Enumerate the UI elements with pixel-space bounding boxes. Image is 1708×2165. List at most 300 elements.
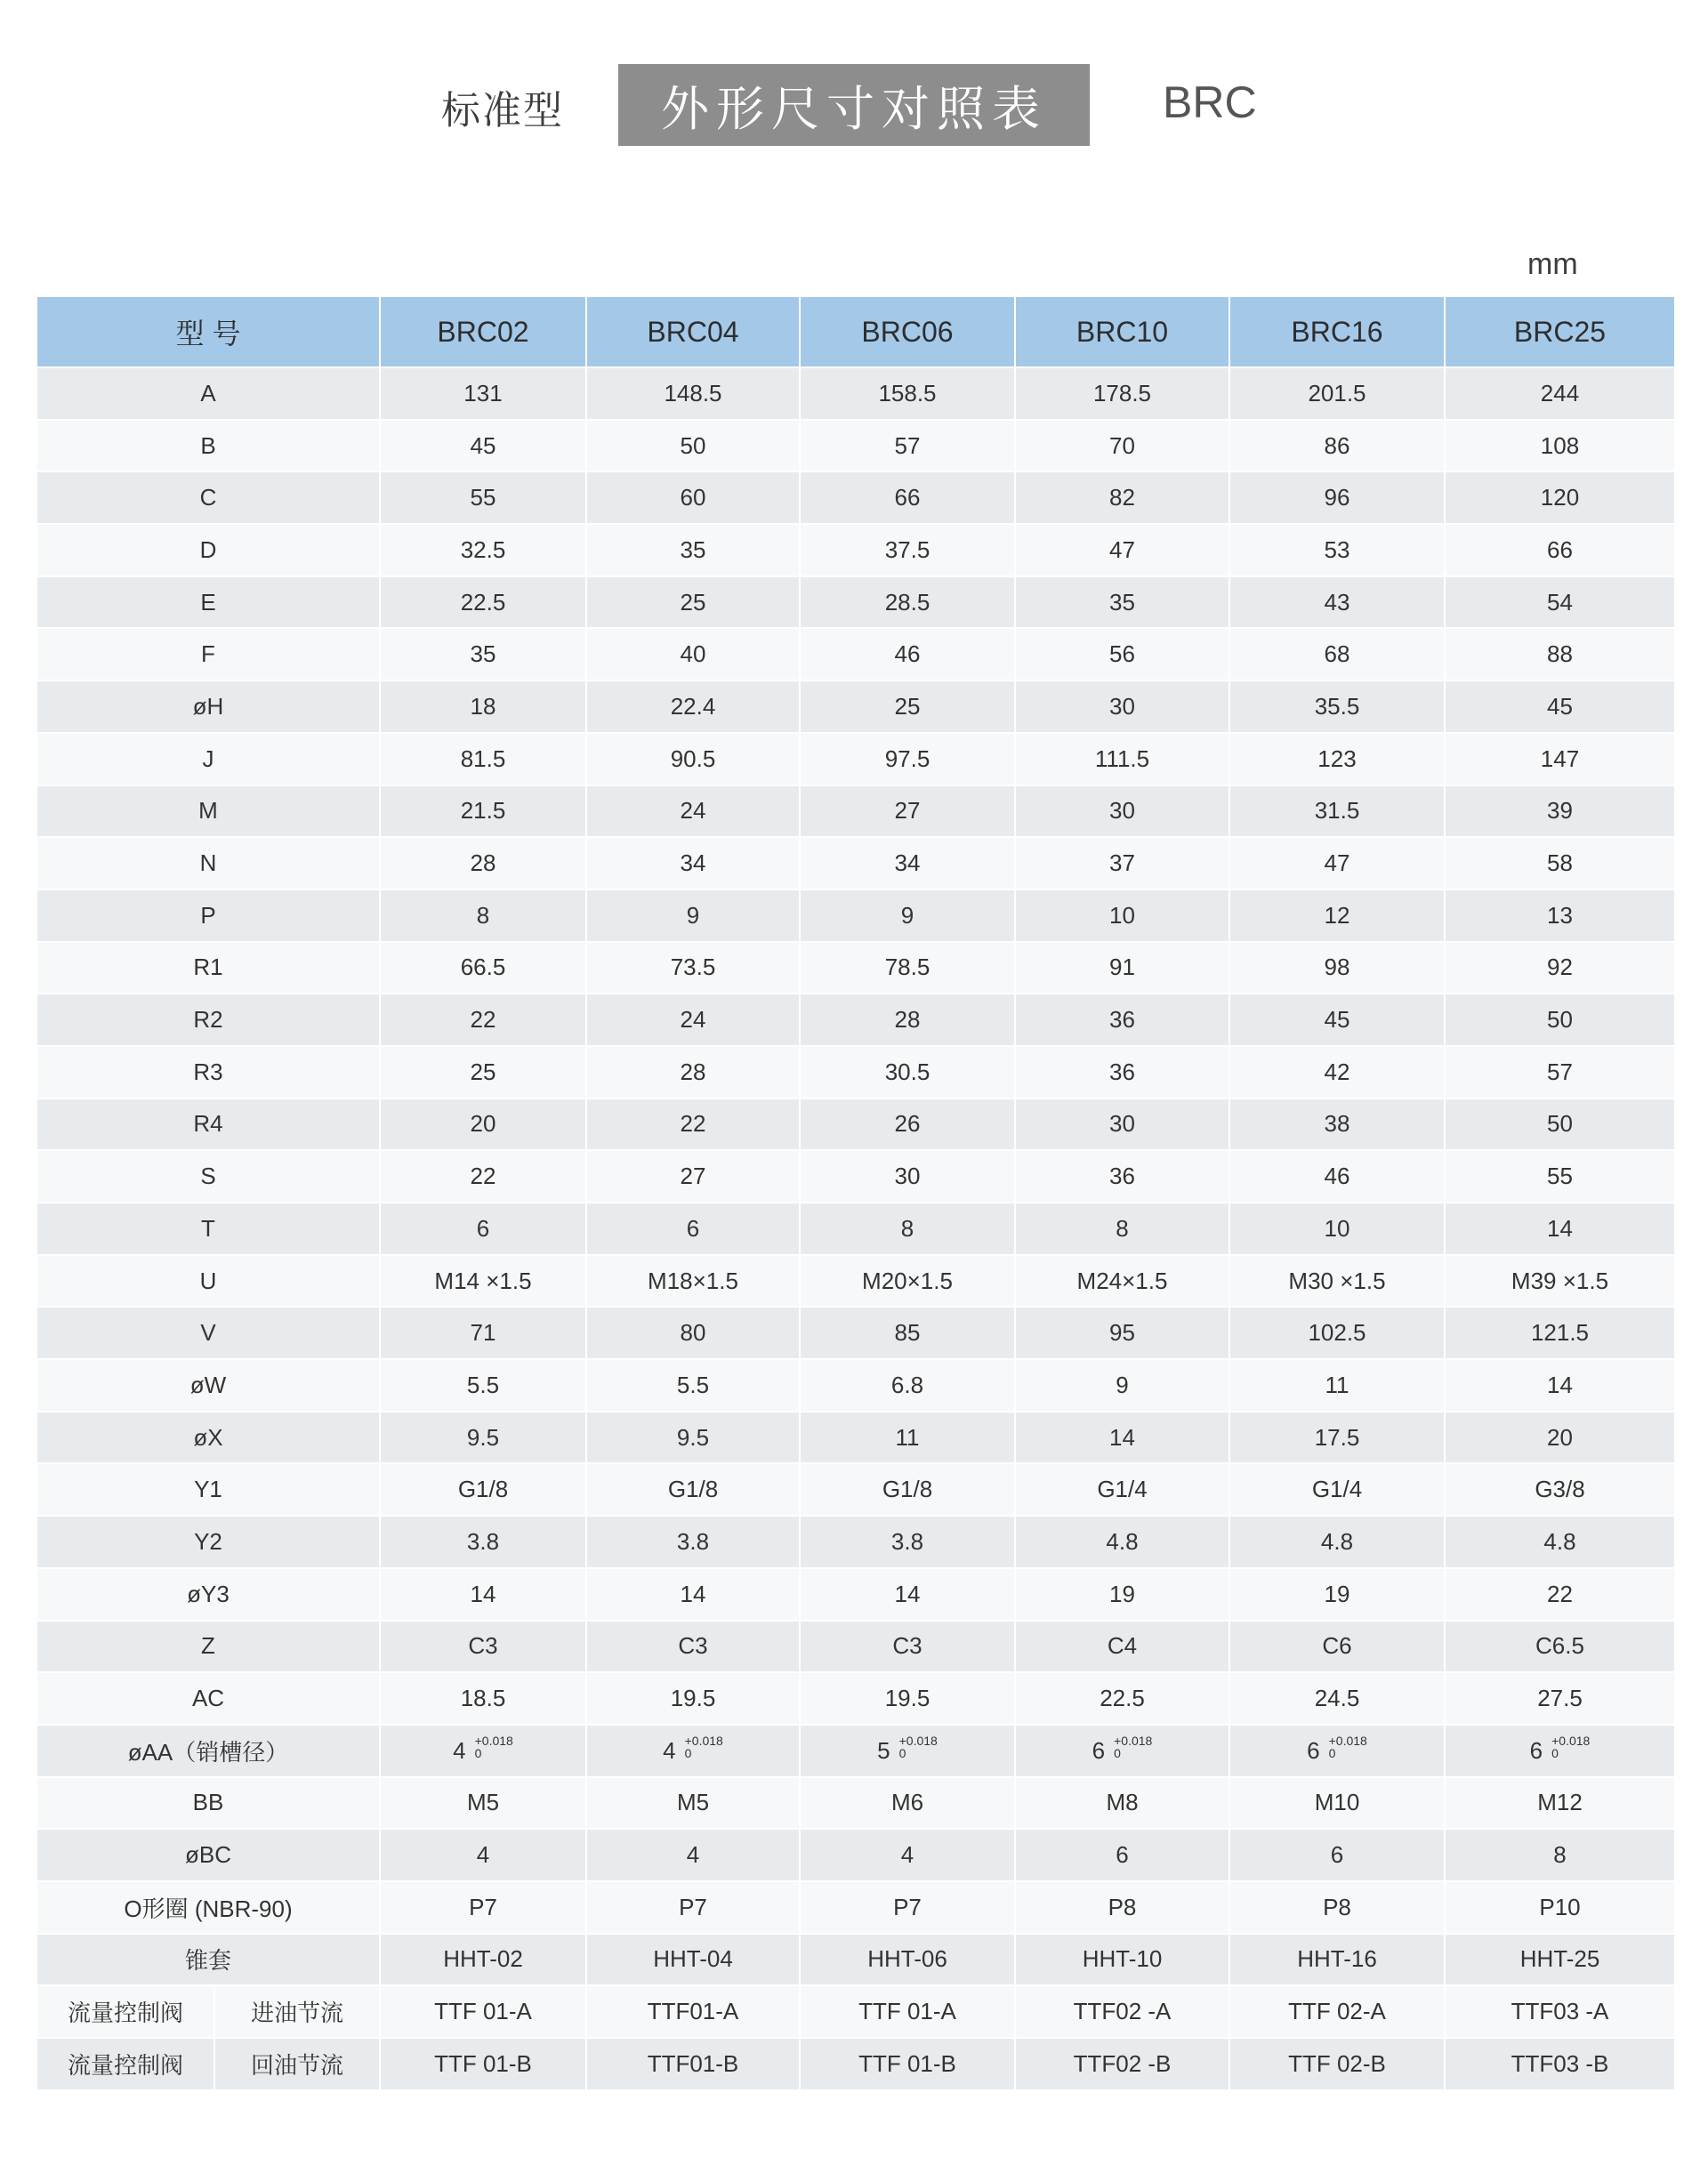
row-label: Y2 (37, 1515, 381, 1567)
table-cell: 4 (801, 1828, 1016, 1880)
table-cell: G1/8 (381, 1462, 587, 1515)
row-label: J (37, 732, 381, 785)
table-cell: 22.4 (587, 680, 801, 732)
tolerance (1329, 1734, 1367, 1759)
model-header: BRC16 (1230, 297, 1446, 366)
table-cell: 50 (587, 419, 801, 471)
table-row (37, 993, 1674, 1045)
table-cell: 14 (801, 1567, 1016, 1620)
table-row (37, 366, 1674, 419)
table-cell: 50 (1446, 993, 1674, 1045)
table-cell: C3 (801, 1620, 1016, 1672)
row-label: R1 (37, 941, 381, 994)
table-row (37, 1933, 1674, 1985)
table-cell: 95 (1016, 1306, 1230, 1358)
table-cell: C4 (1016, 1620, 1230, 1672)
table-cell: 4 (587, 1828, 801, 1880)
table-row (37, 1358, 1674, 1411)
table-row (37, 1880, 1674, 1933)
table-cell: 5.5 (587, 1358, 801, 1411)
table-cell: 10 (1016, 889, 1230, 941)
table-cell: 22 (381, 993, 587, 1045)
flow-group-label: 流量控制阀 (37, 2039, 215, 2089)
tolerance-lower: 0 (1114, 1745, 1121, 1760)
table-row (37, 1620, 1674, 1672)
table-cell: 92 (1446, 941, 1674, 994)
table-cell: 14 (1446, 1202, 1674, 1254)
table-cell: TTF 01-B (801, 2037, 1016, 2089)
table-cell: 50 (1446, 1098, 1674, 1150)
table-cell: 6.8 (801, 1358, 1016, 1411)
tolerance-lower: 0 (1551, 1745, 1559, 1760)
table-cell: 35 (587, 523, 801, 575)
table-cell: 60 (587, 471, 801, 523)
table-cell: 111.5 (1016, 732, 1230, 785)
flow-label-cell (37, 1984, 381, 2037)
table-cell: 20 (381, 1098, 587, 1150)
table-cell: M5 (381, 1776, 587, 1829)
table-row (37, 575, 1674, 628)
table-row (37, 1098, 1674, 1150)
table-cell: 22 (1446, 1567, 1674, 1620)
table-cell (1446, 1724, 1674, 1776)
table-cell: 53 (1230, 523, 1446, 575)
row-label: F (37, 627, 381, 680)
table-cell: HHT-16 (1230, 1933, 1446, 1985)
table-cell: 14 (1446, 1358, 1674, 1411)
table-cell: G1/4 (1016, 1462, 1230, 1515)
table-cell: G1/8 (801, 1462, 1016, 1515)
table-cell: 108 (1446, 419, 1674, 471)
table-cell: 22.5 (1016, 1671, 1230, 1724)
table-row (37, 1306, 1674, 1358)
row-label: E (37, 575, 381, 628)
table-cell: 178.5 (1016, 366, 1230, 419)
table-cell: TTF 02-A (1230, 1984, 1446, 2037)
row-label: R2 (37, 993, 381, 1045)
page-title: 外形尺寸对照表 (618, 64, 1090, 146)
table-cell: 56 (1016, 627, 1230, 680)
table-cell: 27 (587, 1149, 801, 1202)
table-cell: 30.5 (801, 1045, 1016, 1098)
table-cell: 96 (1230, 471, 1446, 523)
table-cell: 26 (801, 1098, 1016, 1150)
table-cell: 8 (381, 889, 587, 941)
table-cell (801, 1724, 1016, 1776)
table-cell: 18 (381, 680, 587, 732)
table-cell: 66 (801, 471, 1016, 523)
table-cell: 4.8 (1446, 1515, 1674, 1567)
table-cell: 24 (587, 785, 801, 837)
tolerance-lower: 0 (1328, 1745, 1336, 1760)
table-row (37, 1828, 1674, 1880)
table-cell: 4 (381, 1828, 587, 1880)
row-label: Z (37, 1620, 381, 1672)
table-cell: 24 (587, 993, 801, 1045)
tolerance-upper: +0.018 (1551, 1733, 1591, 1748)
table-cell: 25 (801, 680, 1016, 732)
table-cell: 3.8 (587, 1515, 801, 1567)
table-cell: 32.5 (381, 523, 587, 575)
flow-group-label: 流量控制阀 (37, 1986, 215, 2037)
table-cell: 3.8 (381, 1515, 587, 1567)
table-cell: 68 (1230, 627, 1446, 680)
tolerance-upper: +0.018 (898, 1733, 938, 1748)
row-label: C (37, 471, 381, 523)
table-cell: 6 (381, 1202, 587, 1254)
table-cell: 98 (1230, 941, 1446, 994)
table-row (37, 785, 1674, 837)
table-cell: 42 (1230, 1045, 1446, 1098)
table-cell: 131 (381, 366, 587, 419)
row-label: øX (37, 1411, 381, 1463)
table-cell: M12 (1446, 1776, 1674, 1829)
table-cell: P7 (801, 1880, 1016, 1933)
table-cell: 40 (587, 627, 801, 680)
table-row (37, 1776, 1674, 1829)
table-row (37, 1045, 1674, 1098)
table-cell: P7 (587, 1880, 801, 1933)
table-cell: 86 (1230, 419, 1446, 471)
table-cell: 9 (587, 889, 801, 941)
table-cell: 47 (1016, 523, 1230, 575)
table-cell: 14 (587, 1567, 801, 1620)
table-cell: 4.8 (1016, 1515, 1230, 1567)
nominal-value: 4 (453, 1736, 466, 1764)
table-cell: P8 (1016, 1880, 1230, 1933)
table-cell: 9.5 (587, 1411, 801, 1463)
table-cell: TTF03 -B (1446, 2037, 1674, 2089)
tolerance-lower: 0 (898, 1745, 906, 1760)
table-row (37, 889, 1674, 941)
table-cell: HHT-02 (381, 1933, 587, 1985)
table-cell: 11 (1230, 1358, 1446, 1411)
table-cell: HHT-04 (587, 1933, 801, 1985)
row-label: B (37, 419, 381, 471)
table-cell: G3/8 (1446, 1462, 1674, 1515)
table-cell: 4.8 (1230, 1515, 1446, 1567)
table-cell: P7 (381, 1880, 587, 1933)
table-cell: M18×1.5 (587, 1254, 801, 1307)
table-cell: 28 (381, 836, 587, 889)
table-cell: 121.5 (1446, 1306, 1674, 1358)
table-cell: 34 (587, 836, 801, 889)
table-cell: 57 (801, 419, 1016, 471)
table-row (37, 680, 1674, 732)
tolerance (1114, 1734, 1152, 1759)
table-cell: G1/4 (1230, 1462, 1446, 1515)
row-label: AC (37, 1671, 381, 1724)
row-label: R4 (37, 1098, 381, 1150)
dimension-table (37, 297, 1674, 2089)
table-cell: 21.5 (381, 785, 587, 837)
page-header (0, 64, 1708, 146)
table-cell: 17.5 (1230, 1411, 1446, 1463)
table-cell: P8 (1230, 1880, 1446, 1933)
table-row (37, 523, 1674, 575)
table-cell: HHT-06 (801, 1933, 1016, 1985)
tolerance-upper: +0.018 (474, 1733, 513, 1748)
table-cell: 25 (587, 575, 801, 628)
table-row (37, 1411, 1674, 1463)
flow-label-cell (37, 2037, 381, 2089)
table-cell: C6 (1230, 1620, 1446, 1672)
table-row (37, 941, 1674, 994)
table-cell: 27 (801, 785, 1016, 837)
table-cell: G1/8 (587, 1462, 801, 1515)
table-cell: 57 (1446, 1045, 1674, 1098)
table-row (37, 836, 1674, 889)
row-label: A (37, 366, 381, 419)
table-cell: 30 (1016, 680, 1230, 732)
table-cell: 66 (1446, 523, 1674, 575)
table-cell: 55 (1446, 1149, 1674, 1202)
table-cell: M20×1.5 (801, 1254, 1016, 1307)
table-cell: 34 (801, 836, 1016, 889)
table-cell: 28 (587, 1045, 801, 1098)
table-cell (381, 1724, 587, 1776)
table-cell: 36 (1016, 993, 1230, 1045)
table-cell: 9 (1016, 1358, 1230, 1411)
table-cell: M5 (587, 1776, 801, 1829)
table-cell: 158.5 (801, 366, 1016, 419)
model-header: BRC10 (1016, 297, 1230, 366)
table-cell: 19 (1230, 1567, 1446, 1620)
table-row (37, 1724, 1674, 1776)
row-label: R3 (37, 1045, 381, 1098)
row-label: øAA（销槽径） (37, 1724, 381, 1776)
table-cell: 47 (1230, 836, 1446, 889)
table-cell: 38 (1230, 1098, 1446, 1150)
table-cell: 19 (1016, 1567, 1230, 1620)
nominal-value: 6 (1529, 1736, 1543, 1764)
table-cell: M14 ×1.5 (381, 1254, 587, 1307)
table-cell: 19.5 (587, 1671, 801, 1724)
table-cell: 85 (801, 1306, 1016, 1358)
table-cell: 9 (801, 889, 1016, 941)
table-cell: 123 (1230, 732, 1446, 785)
row-label: U (37, 1254, 381, 1307)
table-cell: 6 (587, 1202, 801, 1254)
table-cell: M24×1.5 (1016, 1254, 1230, 1307)
table-cell: 18.5 (381, 1671, 587, 1724)
tolerance-upper: +0.018 (684, 1733, 723, 1748)
table-row (37, 1671, 1674, 1724)
row-label: D (37, 523, 381, 575)
table-cell: 3.8 (801, 1515, 1016, 1567)
table-cell: 45 (381, 419, 587, 471)
table-cell: 22.5 (381, 575, 587, 628)
model-header: BRC06 (801, 297, 1016, 366)
table-cell: 8 (1446, 1828, 1674, 1880)
table-cell: TTF02 -A (1016, 1984, 1230, 2037)
table-cell: 24.5 (1230, 1671, 1446, 1724)
table-row (37, 1202, 1674, 1254)
table-cell: 45 (1230, 993, 1446, 1045)
nominal-value: 6 (1307, 1736, 1320, 1764)
row-label: øY3 (37, 1567, 381, 1620)
table-cell: TTF 01-B (381, 2037, 587, 2089)
table-cell: 55 (381, 471, 587, 523)
table-cell: TTF01-A (587, 1984, 801, 2037)
table-cell: 36 (1016, 1045, 1230, 1098)
table-cell: M10 (1230, 1776, 1446, 1829)
table-cell: 147 (1446, 732, 1674, 785)
table-cell: 5.5 (381, 1358, 587, 1411)
table-cell: 35.5 (1230, 680, 1446, 732)
table-cell: 46 (801, 627, 1016, 680)
table-cell: 54 (1446, 575, 1674, 628)
table-cell: TTF 01-A (381, 1984, 587, 2037)
table-cell: 8 (801, 1202, 1016, 1254)
table-cell: 30 (1016, 785, 1230, 837)
row-label: BB (37, 1776, 381, 1829)
table-cell: 43 (1230, 575, 1446, 628)
table-cell: M8 (1016, 1776, 1230, 1829)
tolerance (685, 1734, 723, 1759)
model-header: BRC04 (587, 297, 801, 366)
table-cell: 12 (1230, 889, 1446, 941)
row-label: N (37, 836, 381, 889)
table-cell: 19.5 (801, 1671, 1016, 1724)
row-label: T (37, 1202, 381, 1254)
table-cell: 71 (381, 1306, 587, 1358)
table-cell: 148.5 (587, 366, 801, 419)
table-cell: 39 (1446, 785, 1674, 837)
row-label: Y1 (37, 1462, 381, 1515)
table-cell: TTF 02-B (1230, 2037, 1446, 2089)
table-cell: 22 (381, 1149, 587, 1202)
table-cell: TTF02 -B (1016, 2037, 1230, 2089)
flow-sub-label: 进油节流 (250, 2000, 343, 2027)
tolerance (1551, 1734, 1590, 1759)
table-cell: M39 ×1.5 (1446, 1254, 1674, 1307)
table-cell: 82 (1016, 471, 1230, 523)
model-header: BRC02 (381, 297, 587, 366)
table-cell: 35 (1016, 575, 1230, 628)
table-cell: 45 (1446, 680, 1674, 732)
row-label: V (37, 1306, 381, 1358)
table-cell: TTF01-B (587, 2037, 801, 2089)
table-cell: 27.5 (1446, 1671, 1674, 1724)
table-row (37, 1254, 1674, 1307)
table-cell: HHT-10 (1016, 1933, 1230, 1985)
table-cell: M30 ×1.5 (1230, 1254, 1446, 1307)
row-label: øH (37, 680, 381, 732)
tolerance (475, 1734, 513, 1759)
table-cell: 30 (801, 1149, 1016, 1202)
table-cell: P10 (1446, 1880, 1674, 1933)
table-cell: 22 (587, 1098, 801, 1150)
table-cell: TTF 01-A (801, 1984, 1016, 2037)
row-label: øW (37, 1358, 381, 1411)
table-cell: 14 (381, 1567, 587, 1620)
table-row (37, 1984, 1674, 2037)
table-cell (587, 1724, 801, 1776)
table-cell: 90.5 (587, 732, 801, 785)
table-cell: 37 (1016, 836, 1230, 889)
table-cell: 73.5 (587, 941, 801, 994)
table-cell: 36 (1016, 1149, 1230, 1202)
table-cell: 28.5 (801, 575, 1016, 628)
table-cell: 70 (1016, 419, 1230, 471)
table-cell: 25 (381, 1045, 587, 1098)
tolerance-lower: 0 (474, 1745, 482, 1760)
series-type-label: 标准型 (441, 88, 564, 133)
row-label: O形圈 (NBR-90) (37, 1880, 381, 1933)
table-row (37, 2037, 1674, 2089)
corner-header: 型 号 (37, 297, 381, 366)
table-cell: 14 (1016, 1411, 1230, 1463)
table-cell: 20 (1446, 1411, 1674, 1463)
table-cell: 31.5 (1230, 785, 1446, 837)
table-cell: 8 (1016, 1202, 1230, 1254)
nominal-value: 6 (1092, 1736, 1106, 1764)
table-header-row (37, 297, 1674, 366)
table-cell: HHT-25 (1446, 1933, 1674, 1985)
series-code: BRC (1163, 77, 1257, 127)
table-cell: 37.5 (801, 523, 1016, 575)
table-cell: C6.5 (1446, 1620, 1674, 1672)
table-cell: 30 (1016, 1098, 1230, 1150)
table-row (37, 471, 1674, 523)
nominal-value: 5 (877, 1736, 890, 1764)
tolerance (899, 1734, 938, 1759)
table-cell: 58 (1446, 836, 1674, 889)
table-cell (1230, 1724, 1446, 1776)
unit-label: mm (1527, 247, 1578, 281)
table-cell: 13 (1446, 889, 1674, 941)
table-cell: 10 (1230, 1202, 1446, 1254)
table-cell: 81.5 (381, 732, 587, 785)
table-cell: 66.5 (381, 941, 587, 994)
table-cell: 6 (1230, 1828, 1446, 1880)
tolerance-lower: 0 (684, 1745, 692, 1760)
table-cell: 97.5 (801, 732, 1016, 785)
model-header: BRC25 (1446, 297, 1674, 366)
row-label: 锥套 (37, 1933, 381, 1985)
table-cell: 78.5 (801, 941, 1016, 994)
table-cell: 6 (1016, 1828, 1230, 1880)
table-cell: 9.5 (381, 1411, 587, 1463)
table-cell: 91 (1016, 941, 1230, 994)
table-row (37, 732, 1674, 785)
table-cell: 11 (801, 1411, 1016, 1463)
table-row (37, 1462, 1674, 1515)
table-cell: C3 (587, 1620, 801, 1672)
nominal-value: 4 (663, 1736, 676, 1764)
tolerance-upper: +0.018 (1114, 1733, 1153, 1748)
table-row (37, 627, 1674, 680)
table-cell: 102.5 (1230, 1306, 1446, 1358)
table-cell (1016, 1724, 1230, 1776)
row-label: S (37, 1149, 381, 1202)
table-cell: 201.5 (1230, 366, 1446, 419)
table-cell: TTF03 -A (1446, 1984, 1674, 2037)
table-cell: C3 (381, 1620, 587, 1672)
table-row (37, 419, 1674, 471)
table-cell: 120 (1446, 471, 1674, 523)
table-cell: 88 (1446, 627, 1674, 680)
table-cell: 28 (801, 993, 1016, 1045)
tolerance-upper: +0.018 (1328, 1733, 1367, 1748)
table-cell: 80 (587, 1306, 801, 1358)
table-row (37, 1567, 1674, 1620)
row-label: øBC (37, 1828, 381, 1880)
table-cell: 244 (1446, 366, 1674, 419)
table-row (37, 1515, 1674, 1567)
table-cell: 46 (1230, 1149, 1446, 1202)
